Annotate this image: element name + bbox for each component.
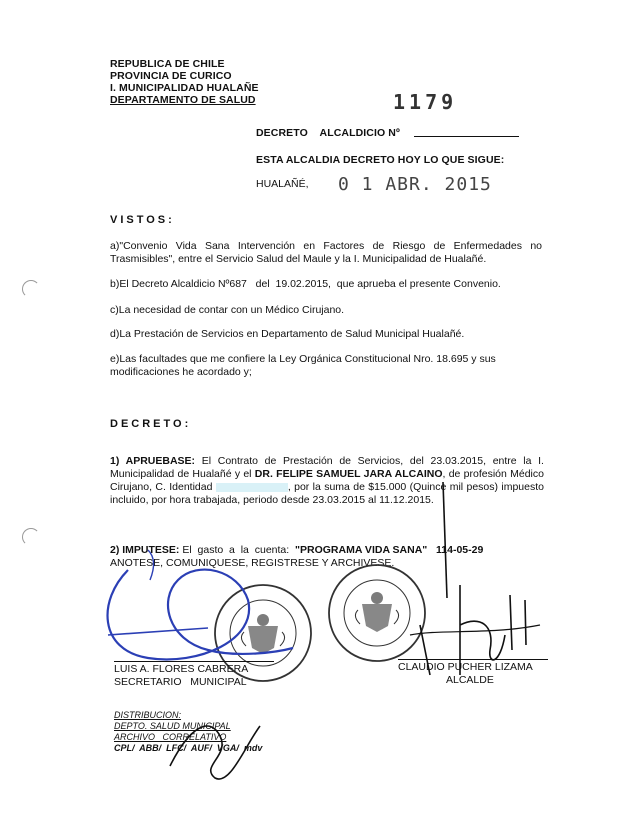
decreto-paragraph-1 <box>110 455 544 507</box>
imputese-label: 2) IMPUTESE: <box>110 544 180 556</box>
decreto-alcaldicio-label: DECRETO ALCALDICIO Nº <box>256 127 400 139</box>
alcalde-name: CLAUDIO PUCHER LIZAMA <box>398 659 548 674</box>
vistos-d: d)La Prestación de Servicios en Departamento de Salud Municipal Hualañé. <box>110 328 465 340</box>
decree-number: 1179 <box>393 90 458 114</box>
distribution-line-2: ARCHIVO CORRELATIVO <box>114 732 227 742</box>
program-account: "PROGRAMA VIDA SANA" 114-05-29 <box>295 544 484 556</box>
p2-text: El gasto a la cuenta: <box>179 544 296 556</box>
vistos-c: c)La necesidad de contar con un Médico Cirujano. <box>110 304 345 316</box>
checkmark-cross <box>415 480 475 600</box>
distribution-block <box>114 710 262 754</box>
date-stamp: 0 1 ABR. 2015 <box>338 174 492 195</box>
header-line-4: DEPARTAMENTO DE SALUD <box>110 94 256 106</box>
binder-hole-top <box>22 280 40 298</box>
secretario-title: SECRETARIO MUNICIPAL <box>114 676 247 688</box>
header-line-1: REPUBLICA DE CHILE <box>110 58 225 70</box>
header-line-3: I. MUNICIPALIDAD HUALAÑE <box>110 82 259 94</box>
signature-block-left <box>114 661 274 689</box>
vistos-e: e)Las facultades que me confiere la Ley Orgánica Constitucional Nro. 18.695 y sus modificaciones he acordado y; <box>110 353 496 378</box>
alcalde-title: ALCALDE <box>446 674 494 686</box>
numbering-stamp <box>393 90 457 114</box>
p1-text-b: , de profesión Médico Cirujano, C. Identidad <box>110 468 544 493</box>
redacted-id <box>216 483 288 492</box>
p1-text-c: , por la suma de $15.000 (Quince mil pesos) impuesto incluido, por hora trabajada, periodo desde 23.03.2015 al 11.12.2015. <box>110 481 544 506</box>
signature-block-right <box>398 659 548 687</box>
letterhead <box>110 58 259 106</box>
anotese-line: ANOTESE, COMUNIQUESE, REGISTRESE Y ARCHIVESE. <box>110 557 395 569</box>
alcaldia-line: ESTA ALCALDIA DECRETO HOY LO QUE SIGUE: <box>256 154 505 166</box>
binder-hole-bottom <box>22 528 40 546</box>
distribution-line-1: DEPTO. SALUD MUNICIPAL <box>114 721 231 731</box>
decree-number-line <box>414 136 519 137</box>
vistos-heading: VISTOS: <box>110 214 175 226</box>
decreto-heading: DECRETO: <box>110 418 192 430</box>
distribution-heading: DISTRIBUCION: <box>114 710 182 720</box>
apruebase-label: 1) APRUEBASE: <box>110 455 196 467</box>
vistos-a: a)"Convenio Vida Sana Intervención en Factores de Riesgo de Enfermedades no Trasmisibles", entre el Servicio Salud del Maule y la I. Municipalidad de Hualañé. <box>110 240 542 265</box>
header-line-2: PROVINCIA DE CURICO <box>110 70 232 82</box>
distribution-initials: CPL/ ABB/ LFC/ AUF/ VGA/ mdv <box>114 743 263 753</box>
place: HUALAÑÉ, <box>256 178 309 190</box>
p1-text-a: El Contrato de Prestación de Servicios, del 23.03.2015, entre la I. Municipalidad de Hualañé y el <box>110 455 544 480</box>
vistos-b: b)El Decreto Alcaldicio Nº687 del 19.02.2015, que aprueba el presente Convenio. <box>110 278 501 290</box>
secretario-name: LUIS A. FLORES CABRERA <box>114 661 274 676</box>
doctor-name: DR. FELIPE SAMUEL JARA ALCAINO <box>254 468 443 480</box>
